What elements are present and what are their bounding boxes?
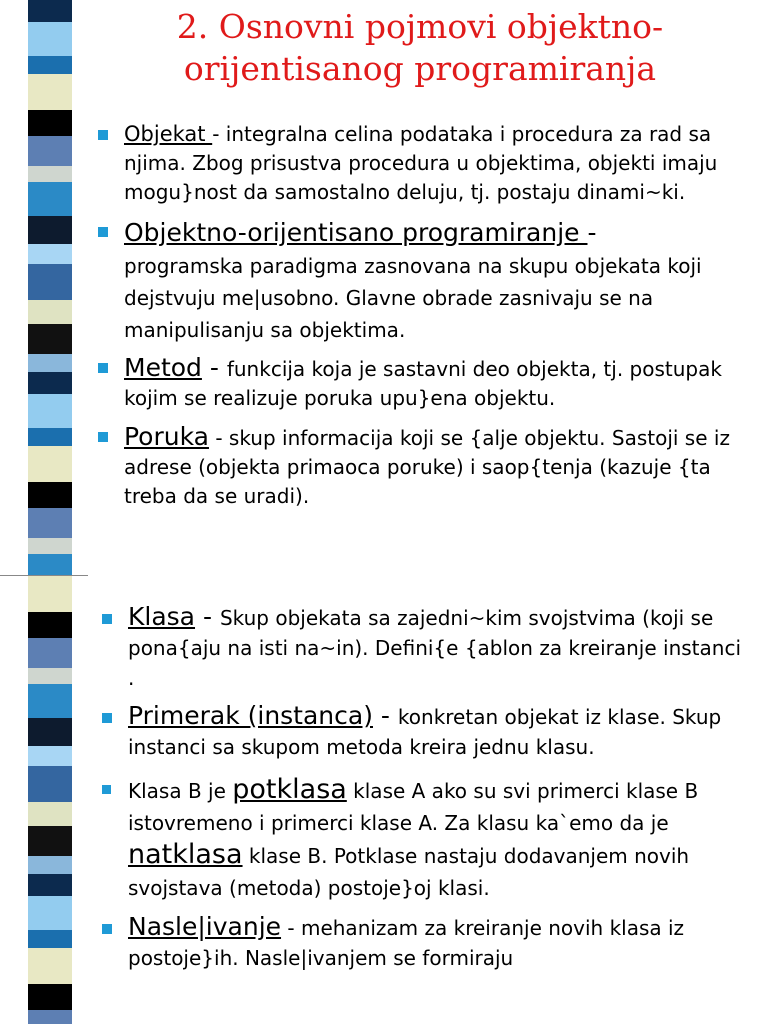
stripe-band <box>28 0 72 22</box>
square-bullet-icon <box>98 227 108 237</box>
stripe-band <box>28 766 72 802</box>
definition-klasa: Skup objekata sa zajedni~kim svojstvima (koji se pona{aju na isti na~in). Defini{e {ablon za kreiranje instanci . <box>128 606 742 690</box>
stripe-band <box>28 984 72 1010</box>
square-bullet-icon <box>102 785 111 794</box>
decorative-stripe <box>28 0 72 576</box>
term-primerak: Primerak (instanca) <box>128 701 373 730</box>
stripe-band <box>28 856 72 874</box>
term-potklasa: potklasa <box>232 774 347 805</box>
stripe-band <box>28 802 72 826</box>
term-nasledjivanje: Nasle|ivanje <box>128 912 282 941</box>
stripe-band <box>28 244 72 264</box>
stripe-band <box>28 22 72 56</box>
definition-list <box>102 602 742 973</box>
stripe-band <box>28 538 72 554</box>
list-item-poruka: Poruka - skup informacija koji se {alje objektu. Sastoji se iz adrese (objekta primaoca poruke) i saop{tenja (kazuje {ta treba da se uradi). <box>98 422 738 511</box>
term-natklasa: natklasa <box>128 839 243 870</box>
list-item-primerak: Primerak (instanca) - konkretan objekat iz klase. Skup instanci sa skupom metoda kreira jednu klasu. <box>102 701 742 762</box>
definition-poruka: skup informacija koji se {alje objektu. Sastoji se iz adrese (objekta primaoca poruke) i saop{tenja (kazuje {ta treba da se uradi). <box>124 426 730 508</box>
stripe-band <box>28 576 72 612</box>
stripe-band <box>28 554 72 576</box>
stripe-band <box>28 684 72 718</box>
title-line-2: orijentisanog programiranja <box>183 49 657 88</box>
term-metod: Metod <box>124 353 202 382</box>
stripe-band <box>28 110 72 136</box>
stripe-band <box>28 264 72 300</box>
stripe-band <box>28 612 72 638</box>
stripe-band <box>28 56 72 74</box>
list-item-potklasa: Klasa B je potklasa klase A ako su svi primerci klase B istovremeno i primerci klase A. Za klasu ka`emo da je natklasa klase B. Potklase nastaju dodavanjem novih svojstava (metoda) postoje}oj klasi. <box>102 774 742 904</box>
definition-primerak: konkretan objekat iz klase. Skup instanci sa skupom metoda kreira jednu klasu. <box>128 705 722 759</box>
square-bullet-icon <box>102 614 112 624</box>
square-bullet-icon <box>98 130 108 140</box>
list-item-metod: Metod - funkcija koja je sastavni deo objekta, tj. postupak kojim se realizuje poruka upu}ena objektu. <box>98 353 738 413</box>
stripe-band <box>28 948 72 984</box>
definition-metod: funkcija koja je sastavni deo objekta, tj. postupak kojim se realizuje poruka upu}ena objektu. <box>124 357 722 410</box>
stripe-band <box>28 182 72 216</box>
stripe-band <box>28 718 72 746</box>
stripe-band <box>28 136 72 166</box>
stripe-band <box>28 668 72 684</box>
stripe-band <box>28 446 72 482</box>
stripe-band <box>28 508 72 538</box>
stripe-band <box>28 74 72 110</box>
term-objekat: Objekat <box>124 122 213 146</box>
slide-2 <box>0 576 768 1024</box>
definition-oop: programska paradigma zasnovana na skupu objekata koji dejstvuju me|usobno. Glavne obrade zasnivaju se na manipulisanju sa objektima. <box>124 254 702 342</box>
term-poruka: Poruka <box>124 422 209 451</box>
stripe-band <box>28 354 72 372</box>
stripe-band <box>28 638 72 668</box>
definition-objekat: integralna celina podataka i procedura za rad sa njima. Zbog prisustva procedura u objektima, objekti imaju mogu}nost da samostalno deluju, tj. postaju dinami~ki. <box>124 122 718 204</box>
square-bullet-icon <box>102 924 112 934</box>
stripe-band <box>28 300 72 324</box>
stripe-band <box>28 826 72 856</box>
stripe-band <box>28 166 72 182</box>
stripe-band <box>28 482 72 508</box>
stripe-band <box>28 216 72 244</box>
decorative-stripe <box>28 576 72 1024</box>
stripe-band <box>28 428 72 446</box>
list-item-objekat: Objekat - integralna celina podataka i procedura za rad sa njima. Zbog prisustva procedura u objektima, objekti imaju mogu}nost da samostalno deluju, tj. postaju dinami~ki. <box>98 120 738 207</box>
stripe-band <box>28 930 72 948</box>
stripe-band <box>28 1010 72 1024</box>
stripe-band <box>28 394 72 428</box>
definition-nasledjivanje: mehanizam za kreiranje novih klasa iz postoje}ih. Nasle|ivanjem se formiraju <box>128 916 685 970</box>
stripe-band <box>28 874 72 896</box>
list-item-nasledjivanje: Nasle|ivanje - mehanizam za kreiranje novih klasa iz postoje}ih. Nasle|ivanjem se formiraju <box>102 912 742 973</box>
term-oop: Objektno-orijentisano programiranje <box>124 218 588 247</box>
stripe-band <box>28 372 72 394</box>
square-bullet-icon <box>98 363 108 373</box>
stripe-band <box>28 324 72 354</box>
title-line-1: 2. Osnovni pojmovi objektno- <box>176 7 664 46</box>
definition-list <box>98 120 738 511</box>
list-item-klasa: Klasa - Skup objekata sa zajedni~kim svojstvima (koji se pona{aju na isti na~in). Defini{e {ablon za kreiranje instanci . <box>102 602 742 693</box>
stripe-band <box>28 896 72 930</box>
term-klasa: Klasa <box>128 602 196 631</box>
stripe-band <box>28 746 72 766</box>
list-item-oop: Objektno-orijentisano programiranje - programska paradigma zasnovana na skupu objekata koji dejstvuju me|usobno. Glavne obrade zasnivaju se na manipulisanju sa objektima. <box>98 217 738 346</box>
square-bullet-icon <box>98 432 108 442</box>
square-bullet-icon <box>102 713 112 723</box>
slide-title <box>90 6 750 90</box>
